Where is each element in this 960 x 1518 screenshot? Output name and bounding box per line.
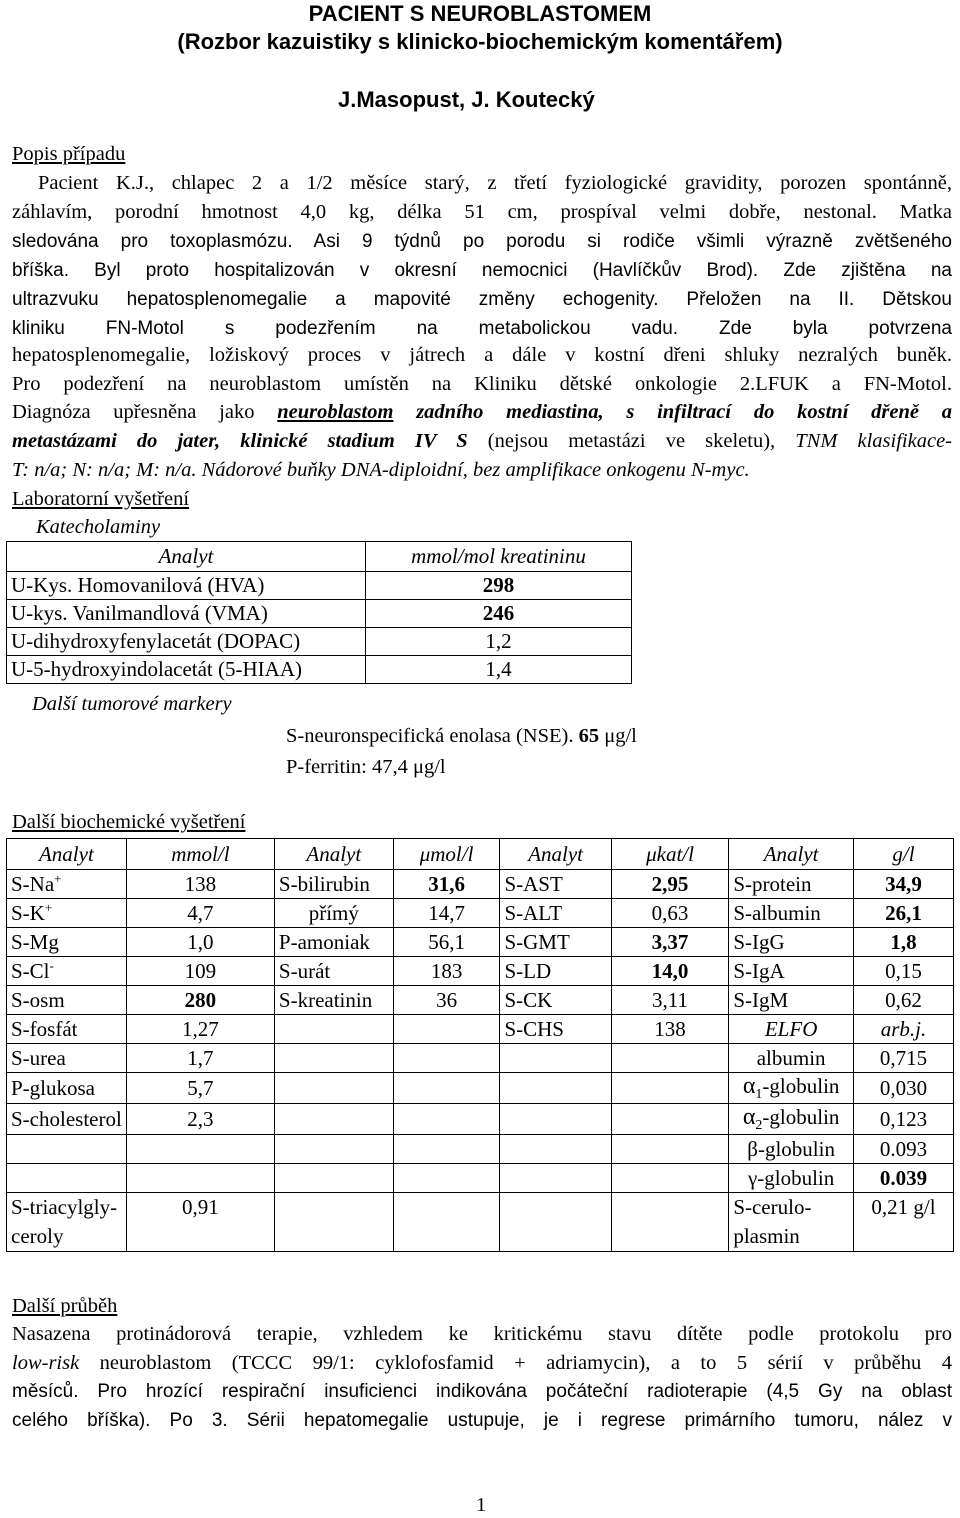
table-row: S-Cl- 109 S-urát 183 S-LD 14,0 S-IgA 0,15 (7, 957, 954, 986)
catecholamines-heading: Katecholaminy (36, 516, 161, 538)
table-row: S-cholesterol 2,3 $\alpha_2$-globulin 0,123 (7, 1104, 954, 1135)
page-title: PACIENT S NEUROBLASTOMEM (308, 1, 652, 26)
case-line-4: bříška. Byl proto hospitalizován v okresní nemocnici (Havlíčkův Brod). Zde zjištěna na (12, 260, 952, 281)
case-line-3: sledována pro toxoplasmózu. Asi 9 týdnů po porodu si rodiče všimli výrazně zvětšeného (12, 231, 952, 252)
table-row: S-triacylgly- ceroly 0,91 S-cerulo- plasmin 0,21 g/l (7, 1193, 954, 1252)
col-analyte: Analyt (7, 542, 366, 572)
table-row: S-osm 280 S-kreatinin 36 S-CK 3,11 S-IgM 0,62 (7, 986, 954, 1015)
course-line-3: měsíců. Pro hrozící respirační insuficienci indikována počáteční radioterapie (4,5 Gy na oblast (12, 1381, 952, 1402)
bio-heading: Další biochemické vyšetření (12, 811, 246, 833)
table-row: U-5-hydroxyindolacetát (5-HIAA) 1,4 (7, 656, 632, 684)
case-line-2: záhlavím, porodní hmotnost 4,0 kg, délka 51 cm, prospíval velmi dobře, nestonal. Matka (12, 201, 952, 223)
lab-heading: Laboratorní vyšetření (12, 488, 190, 510)
table-row: U-Kys. Homovanilová (HVA) 298 (7, 572, 632, 600)
col-unit: mmol/mol kreatininu (366, 542, 632, 572)
table-row: S-fosfát 1,27 S-CHS 138 ELFO arb.j. (7, 1015, 954, 1044)
table-row: γ-globulin 0.039 (7, 1164, 954, 1193)
case-line-5: ultrazvuku hepatosplenomegalie a mapovité změny echogenity. Přeložen na II. Dětskou (12, 289, 952, 310)
table-row: S-Mg 1,0 P-amoniak 56,1 S-GMT 3,37 S-IgG 1,8 (7, 928, 954, 957)
course-line-4: celého bříška). Po 3. Sérii hepatomegalie ustupuje, je i regrese primárního tumoru, nález v (12, 1410, 952, 1431)
table-row: S-Na+ 138 S-bilirubin 31,6 S-AST 2,95 S-protein 34,9 (7, 870, 954, 899)
catecholamines-table (6, 541, 632, 684)
table-row: S-K+ 4,7 přímý 14,7 S-ALT 0,63 S-albumin 26,1 (7, 899, 954, 928)
table-row: U-dihydroxyfenylacetát (DOPAC) 1,2 (7, 628, 632, 656)
page-number: 1 (476, 1494, 487, 1516)
case-heading: Popis případu (12, 143, 126, 165)
course-line-1: Nasazena protinádorová terapie, vzhledem ke kritickému stavu dítěte podle protokolu pro (12, 1323, 952, 1345)
table-row: U-kys. Vanilmandlová (VMA) 246 (7, 600, 632, 628)
table-row: β-globulin 0.093 (7, 1135, 954, 1164)
case-line-7: hepatosplenomegalie, ložiskový proces v játrech a dále v kostní dřeni shluky nezralých buněk. (12, 344, 952, 366)
table-row: P-glukosa 5,7 $\alpha_1$-globulin 0,030 (7, 1073, 954, 1104)
nse-line: S-neuronspecifická enolasa (NSE). 65 μg/l (286, 725, 637, 747)
table-row: S-urea 1,7 albumin 0,715 (7, 1044, 954, 1073)
authors: J.Masopust, J. Koutecký (338, 87, 595, 112)
table-header-row (7, 542, 632, 572)
course-heading: Další průběh (12, 1295, 118, 1317)
ferritin-line: P-ferritin: 47,4 μg/l (286, 756, 446, 778)
diagnosis-line-2: metastázami do jater, klinické stadium IV S (nejsou metastázi ve skeletu), TNM klasifikace- (12, 430, 952, 452)
diagnosis-line-1: Diagnóza upřesněna jako neuroblastom zadního mediastina, s infiltrací do kostní dřeně a (12, 401, 952, 423)
case-line-6: kliniku FN-Motol s podezřením na metabolickou vadu. Zde byla potvrzena (12, 318, 952, 339)
page-subtitle: (Rozbor kazuistiky s klinicko-biochemickým komentářem) (177, 29, 783, 54)
table-header-row: Analyt mmol/l Analyt μmol/l Analyt μkat/l Analyt g/l (7, 839, 954, 870)
diagnosis-line-3: T: n/a; N: n/a; M: n/a. Nádorové buňky DNA-diploidní, bez amplifikace onkogenu N-myc. (12, 459, 750, 481)
case-line-8: Pro podezření na neuroblastom umístěn na Kliniku dětské onkologie 2.LFUK a FN-Motol. (12, 373, 952, 395)
other-markers-heading: Další tumorové markery (32, 693, 232, 715)
case-line-1: Pacient K.J., chlapec 2 a 1/2 měsíce starý, z třetí fyziologické gravidity, porozen spontánně, (38, 172, 952, 194)
course-line-2: low-risk neuroblastom (TCCC 99/1: cyklofosfamid + adriamycin), a to 5 sérií v průběhu 4 (12, 1352, 952, 1374)
biochemistry-table (6, 838, 954, 1252)
